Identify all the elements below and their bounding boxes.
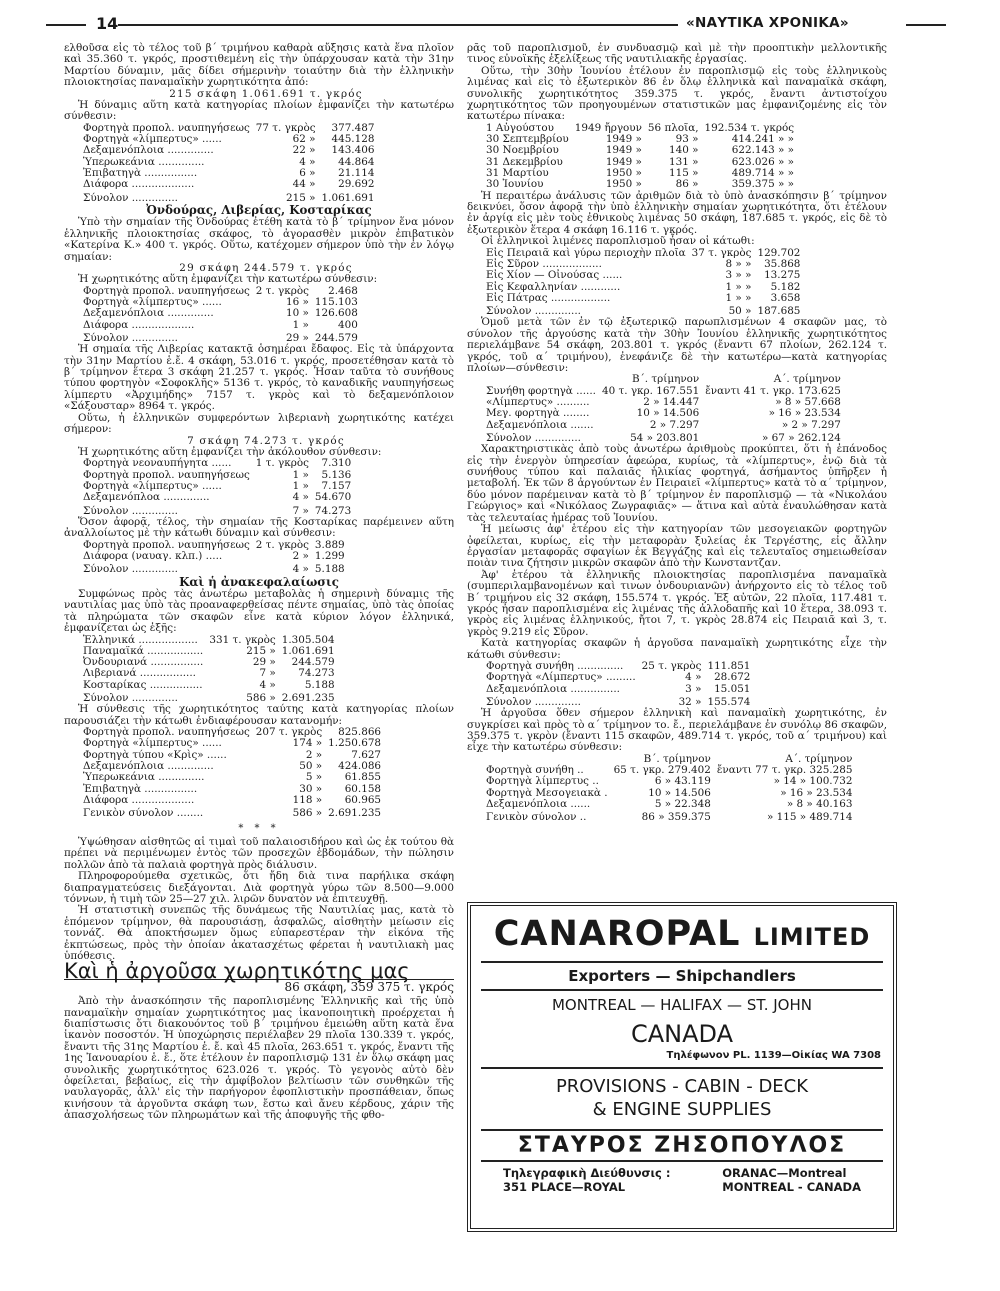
table-cell: ἔναντι 41 τ. γκρ. 173.625	[705, 384, 841, 397]
ad-provisions-line: & ENGINE SUPPLIES	[592, 1099, 772, 1120]
table-cell: 4 »	[259, 678, 276, 691]
table-cell: 5.188	[314, 563, 345, 576]
table-laidup-history	[483, 123, 797, 191]
table-cell: Λιβεριανά .................	[83, 667, 196, 680]
table-cell: ἔναντι 77 τ. γκρ. 325.285	[716, 764, 853, 777]
paragraph: Ἡ σημαία τῆς Λιβερίας κατακτᾷ ὁσημέραι ἔδαφος. Εἰς τὰ ὑπάρχοντα τὴν 31ην Μαρτίου ἑ.ἔ. 4 σκάφη, 53.016 τ. γκρός, προσετέθησαν κατὰ τὸ β΄ τρίμηνον ἕτερα 3 σκάφη 21.257 τ. γκρός. Ἦσαν ταῦτα τὸ συνήθους τύπου φορτηγὸν «Σοφοκλῆς» 5136 τ. γκρός, τὸ καναδικῆς ναυπηγήσεως λίμπερτυ «Ἀρχιμήδης» 7157 τ. γκρὸς καὶ τὸ δεξαμενόπλοιον «Σάξουσταρ» 8964 τ. γκρός.	[64, 343, 454, 413]
table-cell: Διάφορα ...................	[83, 318, 195, 331]
table-cell: Β΄. τρίμηνον	[631, 373, 700, 386]
table-cell: Φορτηγὰ λίμπερτυς ..	[486, 775, 599, 788]
table-cell: Φορτηγὰ συνήθη ..	[486, 764, 584, 777]
table-cell: Σύνολον ..............	[83, 191, 178, 204]
centered-line: 29 σκάφη 244.579 τ. γκρός	[179, 261, 353, 274]
table-cell: » 8 » 57.668	[775, 396, 841, 409]
table-cell: 1 »	[292, 318, 309, 331]
table-cell: Δεξαμενόπλοια ...............	[486, 682, 620, 695]
table-cell: 10 » 14.506	[636, 407, 700, 420]
table-total-laidup	[483, 754, 855, 824]
table-row	[80, 551, 348, 562]
paragraph: Ἡ χωρητικότης αὕτη ἐμφανίζει τὴν ἀκόλουθον σύνθεσιν:	[78, 445, 382, 458]
table-cell: Ὑπερωκεάνια ..............	[83, 155, 205, 168]
table-cell: 13.275	[764, 269, 801, 282]
table-cell: 331 τ. γκρὸς	[209, 633, 276, 646]
table-cell: Α΄. τρίμηνον	[773, 373, 841, 386]
table-cell: 5.136	[321, 468, 352, 481]
table-cell: 215 »	[246, 644, 276, 657]
table-cell: 93 »	[675, 133, 699, 146]
paragraph: Ὑψώθησαν αἰσθητῶς αἱ τιμαὶ τοῦ παλαιοσιδήρου καὶ ὡς ἐκ τούτου θὰ πρέπει νὰ περιμένωμεν ἐντὸς τῶν προσεχῶν ἑβδομάδων, τὴν πώλησιν πολλῶν ἀπὸ τὰ παλαιὰ φορτηγὰ πρὸς διάλυσιν.	[64, 835, 454, 871]
centered-line: 7 σκάφη 74.273 τ. γκρός	[187, 434, 345, 447]
table-cell: » 2 » 7.297	[781, 418, 841, 431]
table-cell: 30 Ἰουνίου	[486, 178, 544, 191]
paragraph: Οὕτω, τὴν 30ὴν Ἰουνίου ἐτέλουν ἐν παροπλισμῷ εἰς τοὺς ἑλληνικοὺς λιμένας καὶ εἰς τὸ ἐξωτερικὸν 86 ἐν ὅλῳ ἑλληνικὰ καὶ παναμαϊκὰ σκάφη, συνολικῆς χωρητικότητος 359.375 τ. γκρός, ἔναντι ἀντιστοίχου χωρητικότητος τῶν προηγουμένων στατιστικῶν μας ἐμφανιζομένης εἰς τὸν κατωτέρω πίνακα:	[467, 64, 887, 123]
table-cell: 414.241 » »	[731, 133, 795, 146]
paragraph: Ἀπὸ τὴν ἀνασκόπησιν τῆς παροπλισμένης Ἑλληνικῆς καὶ τῆς ὑπὸ παναμαϊκὴν σημαίαν χωρητικότητος μας ἱκανοποιητικὴ προέρχεται ἡ διαπίστωσις ὅτι διακουόντος τοῦ β΄ τριμήνου ἐμειώθη αὕτη κατὰ ἕνα ἱκανὸν ποσοστόν. Ἡ ὑποχώρησις περιέλαβεν 29 πλοῖα 130.339 τ. γκρός, ἔναντι τῆς 31ης Μαρτίου ἑ. ἔ. καὶ 45 πλοῖα, 263.651 τ. γκρός, ἔναντι τῆς 1ης Ἰανουαρίου ἑ. ἔ., ὅτε ἐτέλουν ἐν παροπλισμῷ 131 ἐν ὅλῳ σκάφη μας συνολικῆς χωρητικότητος 623.026 τ. γκρός. Τὸ γεγονὸς αὐτὸ δὲν ὀφείλεται, βεβαίως, εἰς τὴν ἀμφίβολον βελτίωσιν τῶν συνθηκῶν τῆς ναυλαγορᾶς, ἀλλ' εἰς τὴν παρήγορον ἐφοπλιστικὴν προσπάθειαν, ὅπως κινήσουν τὰ ἀργοῦντα σκάφη των, ἔστω καὶ ἄνευ κέρδους, χάριν τῆς ἀπασχολήσεως τῶν πληρωμάτων καὶ τῆς ἀποφυγῆς τῆς φθο-	[64, 995, 454, 1122]
table-total-row	[483, 810, 855, 823]
journal-title: «ΝΑΥΤΙΚΑ ΧΡΟΝΙΚΑ»	[686, 15, 849, 31]
table-cell: Σύνολον ..............	[83, 563, 178, 576]
table-cell: Σύνολον ..............	[486, 305, 581, 318]
table-row	[80, 680, 338, 691]
table-cell: 207 τ. γκρὸς	[255, 726, 323, 739]
table-cell: 2 » 7.297	[649, 418, 700, 431]
table-cell: 1.061.691	[281, 644, 335, 657]
table-cell: 2.691.235	[328, 807, 382, 820]
page-number: 14	[96, 14, 119, 33]
table-cell: 30 »	[299, 782, 323, 795]
table-row	[483, 293, 803, 304]
table-cell: Φορτηγὰ προπολ. ναυπηγήσεως	[83, 284, 250, 297]
table-cell: 30 Σεπτεμβρίου	[486, 133, 569, 146]
ad-brand-tail: LIMITED	[753, 923, 871, 951]
table-cell: 1950 »	[605, 167, 642, 180]
table-cell: Διάφορα ...................	[83, 178, 195, 191]
table-cell: Δεξαμενόπλοια .......	[486, 418, 594, 431]
paragraph: Ὁμοῦ μετὰ τῶν ἐν τῷ ἐξωτερικῷ παρωπλισμένων 4 σκαφῶν μας, τὸ σύνολον τῆς ἀργούσης κατὰ τὴν 30ὴν Ἰουνίου ἑλληνικῆς χωρητικότητος περιελάμβανε 54 σκάφη, 203.801 τ. γκρός (ἔναντι 67 πλοίων, 262.124 τ. γκρός, τοῦ α΄ τριμήνου), ἐνεφάνιζε δὲ τὴν κατωτέρω—κατὰ κατηγορίας πλοίων—σύνθεσιν:	[467, 316, 887, 375]
table-cell: Φορτηγὰ προπολ. ναυπηγήσεως	[83, 538, 250, 551]
table-cell: Φορτηγὰ νεοναυπήγητα ......	[83, 457, 232, 470]
table-cell: Φορτηγὰ «λίμπερτυς» ......	[83, 737, 222, 750]
table-cell: Ἑλληνικά ..................	[83, 633, 198, 646]
table-cell: 586 »	[246, 692, 276, 705]
table-cell: Γενικὸν σύνολον ..	[486, 811, 587, 824]
section-heading: Καὶ ἡ ἀνακεφαλαίωσις	[179, 574, 339, 589]
table-cell: 4 »	[299, 155, 316, 168]
table-cell: 622.143 » »	[731, 144, 795, 157]
table-cell: Φορτηγὰ προπολ. ναυπηγήσεως	[83, 468, 250, 481]
table-cell: Συνήθη φορτηγὰ ......	[486, 384, 596, 397]
table-cell: Φορτηγὰ τύπου «Κρὶς» ......	[83, 748, 227, 761]
ad-contact	[481, 1166, 883, 1194]
table-row	[483, 179, 797, 190]
table-cell: Σύνολον ..............	[83, 504, 178, 517]
table-cell: 489.714 » »	[731, 167, 795, 180]
table-cell: 155.574	[707, 695, 751, 708]
table-cell: 215 »	[286, 191, 316, 204]
ad-brand-main: CANAROPAL	[493, 914, 741, 954]
table-cell: 143.406	[331, 144, 375, 157]
table-cell: 115 »	[669, 167, 699, 180]
table-cell: 244.579	[314, 331, 358, 344]
table-cell: 1 » »	[725, 280, 752, 293]
paragraph: Ἡ στατιστικὴ συνεπῶς τῆς δυνάμεως τῆς Ναυτιλίας μας, κατὰ τὸ ἑπόμενον τρίμηνον, θὰ παρουσιάσῃ, ἀσφαλῶς, αἰσθητὴν μείωσιν εἰς τοννάζ. Θὰ ἀποκτήσωμεν ὅμως εὐπαρεστέραν τὴν εἰκόνα τῆς ἐκπτώσεως, πρὸς τὴν ὁποίαν ἀκατασχέτως φέρεται ἡ ναυτιλιακὴ μας ὑπόθεσις.	[64, 904, 454, 962]
table-cell: Παναμαϊκά .................	[83, 644, 204, 657]
table-cell: 359.375 » »	[731, 178, 795, 191]
paragraph: Οἱ ἑλληνικοὶ λιμένες παροπλισμοῦ ἦσαν οἱ κάτωθι:	[481, 235, 755, 248]
table-cell: 31 Δεκεμβρίου	[486, 155, 563, 168]
paragraph: Ἡ περαιτέρω ἀνάλυσις τῶν ἀριθμῶν διὰ τὸ ὑπὸ ἀνασκόπησιν β΄ τρίμηνον δεικνύει, ὅσον ἀφορᾷ τὴν ὑπὸ ἑλληνικὴν σημαίαν χωρητικότητα, ὅτι ἐτέλουν ἐν ἀργίᾳ εἰς μὲν τοὺς ἐθνικοὺς λιμένας 50 σκάφη, 187.685 τ. γκρός, εἰς δὲ τὸ ἐξωτερικὸν ἕτερα 4 σκάφη 16.116 τ. γκρός.	[467, 189, 887, 236]
ad-cities: MONTREAL — HALIFAX — ST. JOHN	[551, 996, 812, 1014]
table-cell: 7 »	[259, 667, 276, 680]
centered-line: 215 σκάφη 1.061.691 τ. γκρός	[169, 87, 363, 100]
table-cell: 3 » »	[725, 269, 752, 282]
paragraph: Οὕτω, ἡ ἑλληνικῶν συμφερόντων λιβεριανὴ χωρητικότης κατέχει σήμερον:	[64, 411, 454, 436]
table-cell: 192.534 τ. γκρός	[704, 121, 795, 134]
table-cell: Φορτηγὰ συνήθη ..............	[486, 659, 624, 672]
paragraph: Συμφώνως πρὸς τὰς ἀνωτέρω μεταβολὰς ἡ σημερινὴ δύναμις τῆς ναυτιλίας μας ὑπὸ τὰς προαναφερθείσας πέντε σημαίας, ὑπὸ τὰς ὁποίας τὰ πληρώματα τῶν σκαφῶν εἶνε κατὰ κύριον λόγον ἑλληνικά, ἐμφανίζεται ὡς ἑξῆς:	[64, 587, 454, 635]
table-cell: 65 τ. γκρ. 279.402	[613, 764, 711, 777]
table-cell: 25 τ. γκρὸς	[641, 659, 702, 672]
table-cell: 50 »	[728, 305, 752, 318]
header-rule	[46, 24, 86, 26]
paragraph: Ἀφ' ἑτέρου τὰ ἑλληνικῆς πλοιοκτησίας παροπλισμένα παναμαϊκὰ (συμπεριλαμβανομένων καὶ τινων ὀνδουριανῶν) ἀνήρχοντο εἰς τὸ τέλος τοῦ Β΄ τριμήνου εἰς 32 σκάφη, 155.574 τ. γκρός. Ἐξ αὐτῶν, 22 πλοῖα, 117.481 τ. γκρός ἦσαν παροπλισμένα εἰς λιμένας τῆς ἀλλοδαπῆς καὶ 10 ἕτερα, 38.093 τ. γκρὸς εἰς λιμένας ἑλληνικούς, ἤτοι 7, τ. γκρὸς 28.874 εἰς Πειραιᾶ καὶ 3, τ. γκρὸς 9.219 εἰς Σῦρον.	[467, 568, 887, 638]
ad-provisions-line: PROVISIONS - CABIN - DECK	[555, 1076, 809, 1097]
table-cell: 60.158	[344, 782, 382, 795]
table-cell: 126.608	[314, 307, 358, 320]
table-cell: 131 »	[669, 155, 699, 168]
table-cell: «Λίμπερτυς» ..........	[486, 396, 590, 409]
table-cell: 29 »	[252, 656, 276, 669]
table-cell: Γενικὸν σύνολον ........	[83, 807, 204, 820]
table-row	[80, 320, 361, 331]
table-cell: 1.250.678	[328, 737, 382, 750]
paragraph: Κατὰ κατηγορίας σκαφῶν ἡ ἀργοῦσα παναμαϊκὴ χωρητικότης εἶχε τὴν κάτωθι σύνθεσιν:	[467, 637, 887, 661]
table-cell: 10 » 14.506	[648, 786, 711, 799]
table-cell: 44.864	[338, 155, 375, 168]
table-cell: 44 »	[292, 178, 316, 191]
table-cell: Σύνολον ..............	[83, 331, 178, 344]
table-cell: 8 » »	[725, 257, 752, 270]
table-cell: 2 τ. γκρὸς	[255, 538, 309, 551]
table-cell: 1 »	[292, 479, 309, 492]
table-cell: 2 »	[292, 549, 309, 562]
table-cell: 3.658	[770, 291, 801, 304]
table-row	[483, 270, 803, 281]
table-cell: 86 »	[675, 178, 699, 191]
table-cell: 2.468	[328, 284, 358, 297]
header-rule	[906, 24, 946, 26]
table-cell: 74.273	[298, 667, 335, 680]
table-cell: Α΄. τρίμηνον	[785, 752, 853, 765]
paragraph: Ἡ ἀργοῦσα ὅθεν σήμερον ἑλληνικὴ καὶ παναμαϊκὴ χωρητικότης, ἐν συγκρίσει καὶ πρὸς τὸ α΄ τρίμηνον το. ἔ., περιελάμβανε ἐν συνόλῳ 86 σκαφῶν, 359.375 τ. γκρὸν (ἔναντι 115 σκαφῶν, 489.714 τ. γκρός, τοῦ α΄ τριμήνου) καὶ εἶχε τὴν κατωτέρω σύνθεσιν:	[467, 707, 887, 754]
table-cell: 60.965	[344, 793, 382, 806]
table-cell: 623.026 » »	[731, 155, 795, 168]
table-cell: 2.691.235	[281, 692, 335, 705]
table-cell: 29 »	[286, 331, 309, 344]
table-cell: 2 »	[305, 748, 323, 761]
table-cell: 31 Μαρτίου	[486, 167, 549, 180]
paragraph: Ἡ χωρητικότης αὕτη ἐμφανίζει τὴν κατωτέρω σύνθεσιν:	[78, 273, 378, 286]
table-liberia-fleet	[80, 458, 354, 516]
table-cell: 586 »	[292, 807, 323, 820]
paragraph: Ὑπὸ τὴν σημαίαν τῆς Ὀνδούρας ἐτέθη κατὰ τὸ β΄ τρίμηνον ἕνα μόνον ἑλληνικῆς πλοιοκτησίας σκάφος, τὸ ἀγορασθὲν μικρὸν ἐπιβατικὸν «Κατερίνα Κ.» 400 τ. γκρός. Οὕτω, κατέχομεν σήμερον ὑπὸ τὴν ἐν λόγῳ σημαίαν:	[64, 216, 454, 263]
table-cell: Διάφορα (ναυαγ. κλπ.) .....	[83, 549, 223, 562]
paragraph: ρᾶς τοῦ παροπλισμοῦ, ἐν συνδυασμῷ καὶ μὲ τὴν προοπτικὴν μελλοντικῆς τινος εὐνοϊκῆς ἐξελίξεως τῆς ναυτιλιακῆς ἐργασίας.	[467, 42, 887, 66]
paragraph: Ἡ δύναμις αὕτη κατὰ κατηγορίας πλοίων ἐμφανίζει τὴν κατωτέρω σύνθεσιν:	[64, 99, 454, 123]
table-cell: 7 »	[292, 504, 309, 517]
table-row	[80, 179, 377, 190]
table-cell: 244.579	[291, 656, 335, 669]
paragraph: ελθοῦσα εἰς τὸ τέλος τοῦ β΄ τριμήνου καθαρὰ αὔξησις κατὰ ἕνα πλοῖον καὶ 35.360 τ. γκρός, προστιθεμένη εἰς τὴν ὑπάρχουσαν κατὰ τὴν 31ην Μαρτίου δύναμιν, μᾶς δίδει σήμερινὴν τοιαύτην διὰ τὴν ἑλληνικὴν πλοιοκτησίας παναμαϊκὴν χωρητικότητα ἀπό:	[64, 42, 454, 89]
table-row	[483, 420, 844, 431]
table-cell: 1 »	[292, 468, 309, 481]
table-cell: Δεξαμενόπλοια ..............	[83, 760, 214, 773]
table-cell: 174 »	[292, 737, 323, 750]
table-cell: 1949 »	[605, 133, 642, 146]
table-cell: 1.299	[314, 549, 345, 562]
table-cell: Φορτηγὰ Μεσογειακὰ .	[486, 786, 608, 799]
table-cell: 15.051	[714, 682, 751, 695]
table-cell: » 16 » 23.534	[780, 786, 853, 799]
table-total-row	[80, 191, 377, 204]
table-row	[483, 684, 753, 695]
table-costarica-fleet	[80, 540, 348, 576]
table-cell: Δεξαμενόπλοια ..............	[83, 307, 214, 320]
table-cell: 61.855	[344, 771, 382, 784]
table-row	[80, 308, 361, 319]
table-cell: Εἰς Σῦρον ..................	[486, 257, 602, 270]
table-cell: Εἰς Κεφαλληνίαν ............	[486, 280, 621, 293]
table-cell: 1949 »	[605, 155, 642, 168]
table-cell: 424.086	[338, 760, 382, 773]
table-cell: Δεξαμενόπλοια ......	[486, 797, 591, 810]
table-cell: 5.188	[304, 678, 335, 691]
table-cell: 140 »	[669, 144, 699, 157]
table-cell: 62 »	[292, 133, 316, 146]
ad-address: 351 PLACE—ROYAL	[503, 1180, 626, 1194]
table-cell: 32 »	[678, 695, 702, 708]
table-cell: » 8 » 40.163	[786, 797, 853, 810]
table-cell: 7.627	[351, 748, 382, 761]
left-column	[64, 43, 454, 1122]
table-cell: 1949 »	[605, 144, 642, 157]
ad-tagline: Exporters — Shipchandlers	[481, 961, 883, 991]
table-cell: » 14 » 100.732	[773, 775, 853, 788]
table-cell: Ἐπιβατηγὰ ................	[83, 782, 198, 795]
table-cell: 5 »	[305, 771, 323, 784]
page-header	[46, 14, 946, 36]
table-cell: 2 » 14.447	[643, 396, 700, 409]
ad-provisions	[481, 1067, 883, 1121]
table-cell: 825.866	[338, 726, 382, 739]
table-total-row	[80, 806, 384, 819]
table-cell: 16 »	[286, 296, 309, 309]
table-cell: 77 τ. γκρὸς	[255, 121, 316, 134]
table-greek-categories	[483, 374, 844, 444]
table-summary-categories	[80, 727, 384, 819]
section-separator: * * *	[238, 822, 280, 834]
table-cell: Σύνολον ..............	[486, 695, 581, 708]
table-cell: 115.103	[314, 296, 358, 309]
table-cell: 445.128	[331, 133, 375, 146]
table-cell: 1949 ἤργουν	[574, 121, 642, 134]
table-cell: 86 » 359.375	[641, 811, 711, 824]
table-cell: 1.305.504	[281, 633, 335, 646]
table-cell: 54 » 203.801	[630, 431, 700, 444]
table-total-row	[80, 504, 354, 517]
table-cell: 50 »	[299, 760, 323, 773]
article-subtitle: 86 σκάφη, 359 375 τ. γκρός	[284, 979, 454, 994]
table-row	[483, 408, 844, 419]
paragraph: Ὅσον ἀφορᾷ, τέλος, τὴν σημαίαν τῆς Κοσταρίκας παρέμεινεν αὕτη ἀναλλοίωτος μὲ τὴν κάτωθι δύναμιν καὶ σύνθεσιν:	[64, 515, 454, 540]
table-cell: 187.685	[757, 305, 801, 318]
ad-contact-left	[503, 1166, 670, 1194]
ad-city: MONTREAL - CANADA	[722, 1180, 861, 1194]
section-heading: Ὀνδούρας, Λιβερίας, Κοσταρίκας	[146, 202, 372, 217]
table-cell: 111.851	[707, 659, 751, 672]
ad-contact-right	[722, 1166, 861, 1194]
table-cell: 400	[338, 318, 358, 331]
table-cell: 1 τ. γκρὸς	[255, 457, 309, 470]
table-cell: 30 Νοεμβρίου	[486, 144, 559, 157]
ad-brand	[481, 914, 883, 957]
table-cell: 1.061.691	[321, 191, 375, 204]
table-cell: 7.310	[321, 457, 352, 470]
table-cell: Φορτηγὰ «Λίμπερτυς» .........	[486, 671, 636, 684]
table-cell: Ὑπερωκεάνια ..............	[83, 771, 205, 784]
table-cell: 4 »	[292, 491, 309, 504]
table-cell: Εἰς Πειραιᾶ καὶ γύρω περιοχὴν πλοῖα	[486, 246, 686, 259]
table-honduras-fleet	[80, 286, 361, 344]
table-cell: 5.182	[770, 280, 801, 293]
table-summary-flags	[80, 635, 338, 705]
table-cell: Ἐπιβατηγὰ ................	[83, 167, 198, 180]
paragraph: Χαρακτηριστικὰς ἀπὸ τοὺς ἀνωτέρω ἀριθμοὺς προκύπτει, ὅτι ἡ ἐπάνοδος εἰς τὴν ἐνεργὸν ὑπηρεσίαν ἀφεώρα, κυρίως, τὰ «λίμπερτυς», ἐνῷ διὰ τὰ συνήθους τύπου καὶ παλαιᾶς ἡλικίας φορτηγά, ἀσήμαντος ὑπῆρξεν ἡ μεταβολή. Ἐκ τῶν 8 ἀργούντων ἐν Πειραιεῖ «λίμπερτυς» κατὰ τὸ α΄ τρίμηνον, δύο μόνον παρέμειναν κατὰ τὸ β΄ τρίμηνον ἐν παροπλισμῷ — τὰ «Νικολάου Γεώργιος» καὶ «Νικόλαος Ζωγραφιᾶς» — ἅτινα καὶ αὐτὰ ἐναυλώθησαν κατὰ τὰς τελευταίας ἡμέρας τοῦ Ἰουνίου.	[467, 443, 887, 524]
table-cell: 21.114	[338, 167, 375, 180]
table-cell: 37 τ. γκρὸς	[691, 246, 752, 259]
table-cell: 29.692	[338, 178, 375, 191]
paragraph: Ἡ μείωσις ἀφ' ἑτέρου εἰς τὴν κατηγορίαν τῶν μεσογειακῶν φορτηγῶν ὀφείλεται, κυρίως, εἰς τὴν μεταφορὰν ξυλείας ἐκ Τεργέστης, εἰς ἄλλην ἐργασίαν μεταφορᾶς σφαγίων ἐκ Βεγγάζης καὶ εἰς τελευταῖος σημειωθείσαν ποιὰν τινα ζήτησιν μικρῶν σκαφῶν ἀπὸ τὴν Κωνσταντζαν.	[467, 523, 887, 570]
table-cell: 129.702	[757, 246, 801, 259]
table-cell: 4 »	[292, 563, 309, 576]
table-cell: 74.273	[314, 504, 352, 517]
table-row	[80, 772, 384, 783]
table-cell: Διάφορα ...................	[83, 793, 195, 806]
table-cell: 6 »	[299, 167, 316, 180]
table-cell: Δεξαμενόπλοια ..............	[83, 144, 214, 157]
table-cell: Δεξαμενόπλοα ..............	[83, 491, 210, 504]
table-cell: 54.670	[314, 491, 352, 504]
table-cell: 1950 »	[605, 178, 642, 191]
header-rule	[118, 24, 678, 26]
table-cell: Φορτηγὰ προπολ. ναυπηγήσεως	[83, 726, 250, 739]
table-panama-laidup	[483, 661, 753, 708]
table-cell: 28.672	[714, 671, 751, 684]
table-cell: » 16 » 23.534	[768, 407, 841, 420]
table-row	[80, 492, 354, 503]
table-cell: Σύνολον ..............	[83, 692, 178, 705]
table-cell: 4 »	[685, 671, 702, 684]
table-row	[80, 795, 384, 806]
table-cell: 1 Αὐγούστου	[486, 121, 554, 134]
table-cell: 377.487	[331, 121, 375, 134]
table-cell: 7.157	[321, 479, 352, 492]
table-row	[483, 672, 753, 683]
table-cell: Μεγ. φορτηγὰ ........	[486, 407, 590, 420]
table-cell: » 115 » 489.714	[767, 811, 853, 824]
table-row	[483, 799, 855, 810]
table-cell: Σύνολον ..............	[486, 431, 581, 444]
table-cell: 35.868	[764, 257, 801, 270]
ad-owner-name: ΣΤΑΥΡΟΣ ΖΗΣΟΠΟΥΛΟΣ	[481, 1129, 883, 1162]
canaropal-advertisement	[467, 902, 897, 1232]
table-cell: 1 » »	[725, 291, 752, 304]
table-cell: » 67 » 262.124	[762, 431, 841, 444]
table-cell: Φορτηγὰ προπολ. ναυπηγήσεως	[83, 121, 250, 134]
table-cell: 3.889	[314, 538, 345, 551]
table-panamanian-fleet	[80, 123, 377, 204]
table-cell: 2 τ. γκρὸς	[255, 284, 309, 297]
table-total-row	[80, 562, 348, 575]
ad-country: CANADA	[630, 1020, 734, 1048]
table-cell: 22 »	[292, 144, 316, 157]
table-greek-ports	[483, 248, 803, 318]
table-cell: 118 »	[292, 793, 323, 806]
paragraph: Ἡ σύνθεσις τῆς χωρητικότητος ταύτης κατὰ κατηγορίας πλοίων παρουσιάζει τὴν κάτωθι ἐνδιαφέρουσαν κατανομήν:	[64, 703, 454, 727]
table-cell: Φορτηγὰ «λίμπερτυς» ......	[83, 479, 222, 492]
article-title: Καὶ ἡ ἀργοῦσα χωρητικότης μας	[64, 966, 454, 979]
table-cell: Β΄. τρίμηνον	[643, 752, 711, 765]
table-cell: 3 »	[685, 682, 702, 695]
ad-phone: Τηλέφωνον PL. 1139—Οἰκίας WA 7308	[666, 1050, 881, 1061]
table-cell: 5 » 22.348	[654, 797, 711, 810]
table-cell: 40 τ. γκρ. 167.551	[601, 384, 700, 397]
paragraph: Πληροφορούμεθα σχετικῶς, ὅτι ἤδη διὰ τινα παρήλικα σκάφη διαπραγματεύσεις διεξάγονται. Διὰ φορτηγὰ γύρω τῶν 8.500—9.000 τόννων, ἡ τιμὴ τῶν 25—27 χιλ. λιρῶν δυνατὸν νὰ ἐπιτευχθῇ.	[64, 870, 454, 905]
table-cell: Εἰς Χίον — Οἰνούσας ......	[486, 269, 623, 282]
table-cell: 56 πλοῖα,	[647, 121, 699, 134]
table-cell: Κοσταρίκας ................	[83, 678, 203, 691]
table-cell: 10 »	[286, 307, 309, 320]
right-column	[467, 43, 887, 824]
table-cell: Φορτηγὰ «λίμπερτυς» ......	[83, 296, 222, 309]
ad-cable-label: Τηλεγραφικὴ Διεύθυνσις :	[503, 1166, 671, 1180]
table-row	[483, 776, 855, 787]
ad-cable-address: ORANAC—Montreal	[722, 1166, 847, 1180]
table-cell: Φορτηγὰ «λίμπερτυς» ......	[83, 133, 222, 146]
table-row	[80, 458, 354, 469]
table-cell: Εἰς Πάτρας ..................	[486, 291, 611, 304]
table-cell: Ὀνδουριανά ................	[83, 656, 204, 669]
table-cell: 6 » 43.119	[654, 775, 711, 788]
